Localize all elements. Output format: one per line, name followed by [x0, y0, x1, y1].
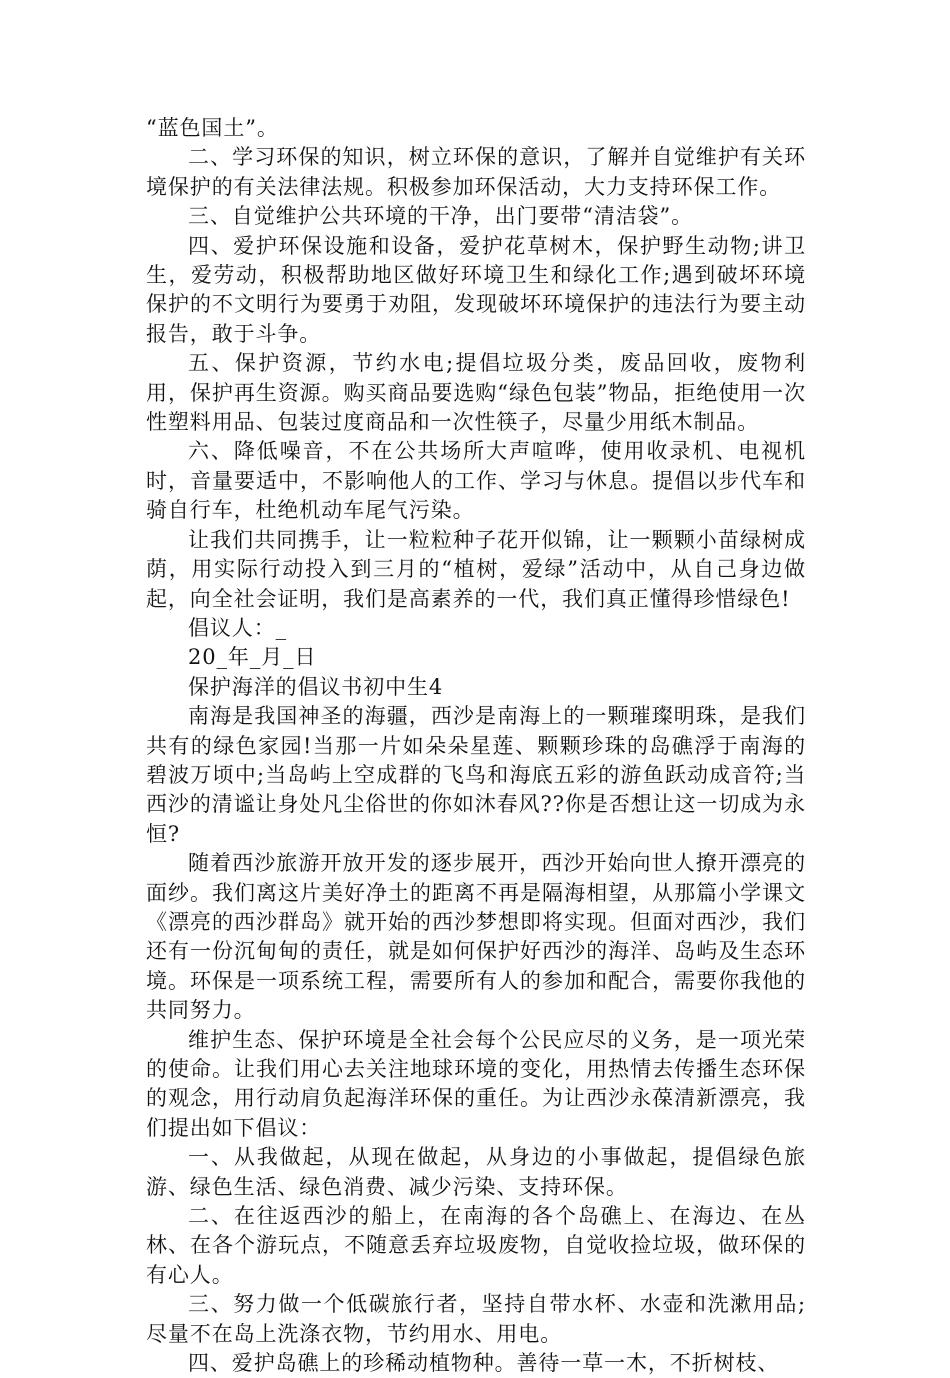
proposal-item-3: 三、努力做一个低碳旅行者，坚持自带水杯、水壶和洗漱用品;尽量不在岛上洗涤衣物，节约用水、用电。 — [146, 1292, 806, 1346]
proposal-item-2: 二、在往返西沙的船上，在南海的各个岛礁上、在海边、在丛林、在各个游玩点，不随意丢弃垃圾废物，自觉收捡垃圾，做环保的有心人。 — [146, 1204, 806, 1287]
paragraph-item-2: 二、学习环保的知识，树立环保的意识，了解并自觉维护有关环境保护的有关法律法规。积极参加环保活动，大力支持环保工作。 — [146, 145, 806, 199]
paragraph-closing-call: 让我们共同携手，让一粒粒种子花开似锦，让一颗颗小苗绿树成荫，用实际行动投入到三月的“植树，爱绿”活动中，从自己身边做起，向全社会证明，我们是高素养的一代，我们真正懂得珍惜绿色! — [146, 527, 806, 611]
paragraph-background: 随着西沙旅游开放开发的逐步展开，西沙开始向世人撩开漂亮的面纱。我们离这片美好净土的距离不再是隔海相望，从那篇小学课文《漂亮的西沙群岛》就开始的西沙梦想即将实现。但面对西沙，我们还有一份沉甸甸的责任，就是如何保护好西沙的海洋、岛屿及生态环境。环保是一项系统工程，需要所有人的参加和配合，需要你我他的共同努力。 — [146, 851, 806, 1023]
signature-line: 倡议人：_ — [188, 615, 287, 640]
proposal-item-1: 一、从我做起，从现在做起，从身边的小事做起，提倡绿色旅游、绿色生活、绿色消费、减少污染、支持环保。 — [146, 1145, 806, 1199]
paragraph-item-5: 五、保护资源，节约水电;提倡垃圾分类，废品回收，废物利用，保护再生资源。购买商品要选购“绿色包装”物品，拒绝使用一次性塑料用品、包装过度商品和一次性筷子，尽量少用纸木制品。 — [146, 351, 806, 435]
proposal-item-4: 四、爱护岛礁上的珍稀动植物种。善待一草一木，不折树枝、 — [188, 1351, 780, 1376]
paragraph-item-3: 三、自觉维护公共环境的干净，出门要带“清洁袋”。 — [188, 204, 694, 229]
section-title: 保护海洋的倡议书初中生4 — [188, 674, 444, 699]
document-page — [146, 114, 806, 1378]
paragraph-intro: 南海是我国神圣的海疆，西沙是南海上的一颗璀璨明珠，是我们共有的绿色家园!当那一片如朵朵星莲、颗颗珍珠的岛礁浮于南海的碧波万顷中;当岛屿上空成群的飞鸟和海底五彩的游鱼跃动成音符;当西沙的清谧让身处凡尘俗世的你如沐春风??你是否想让这一切成为永恒? — [146, 704, 806, 846]
paragraph-mission: 维护生态、保护环境是全社会每个公民应尽的义务，是一项光荣的使命。让我们用心去关注地球环境的变化，用热情去传播生态环保的观念，用行动肩负起海洋环保的重任。为让西沙永葆清新漂亮，我们提出如下倡议： — [146, 1027, 806, 1140]
paragraph-item-4: 四、爱护环保设施和设备，爱护花草树木，保护野生动物;讲卫生，爱劳动，积极帮助地区做好环境卫生和绿化工作;遇到破坏环境保护的不文明行为要勇于劝阻，发现破坏环境保护的违法行为要主动报告，敢于斗争。 — [146, 233, 806, 346]
date-line: 20_年_月_日 — [188, 645, 317, 670]
paragraph-continuation: “蓝色国土”。 — [146, 116, 279, 140]
paragraph-item-6: 六、降低噪音，不在公共场所大声喧哗，使用收录机、电视机时，音量要适中，不影响他人的工作、学习与休息。提倡以步代车和骑自行车，杜绝机动车尾气污染。 — [146, 439, 806, 523]
